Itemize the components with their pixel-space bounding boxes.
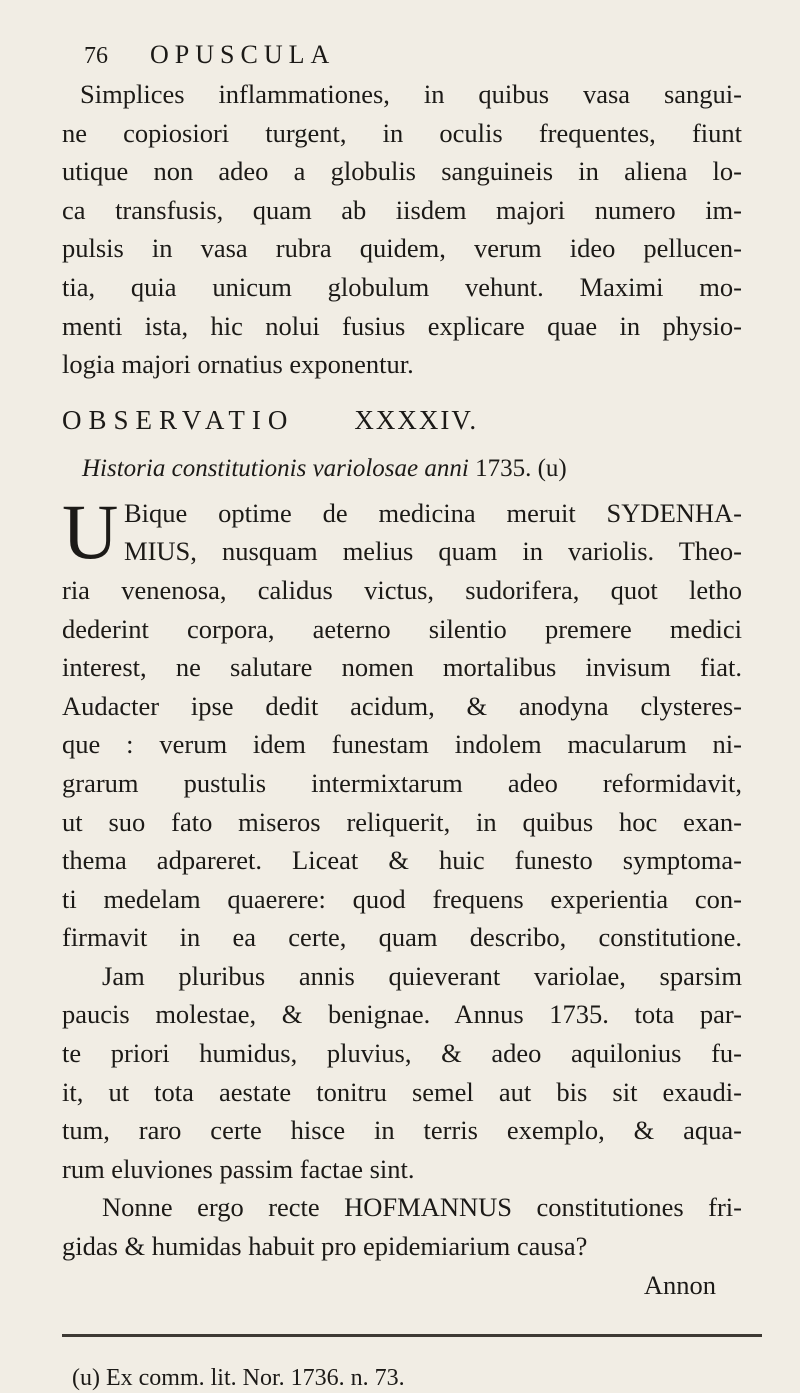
text-line: Simplices inflammationes, in quibus vasa sangui- [80,79,742,109]
text-line: que : verum idem funestam indolem macularum ni- [62,729,742,760]
text-line: logia majori ornatius exponentur. [62,349,414,380]
text-line: firmavit in ea certe, quam describo, constitutione. [62,922,742,953]
text-line: ria venenosa, calidus victus, sudorifera, quot letho [62,574,742,605]
text-line: grarum pustulis intermixtarum adeo reformidavit, [62,767,742,798]
text-line: Nonne ergo recte HOFMANNUS constitutiones fri- [102,1192,742,1223]
text-line: MIUS, nusquam melius quam in variolis. Theo- [124,536,742,567]
text-line: ne copiosiori turgent, in oculis frequentes, fiunt [62,117,742,148]
subtitle-year: 1735. (u) [475,454,567,482]
text-line: utique non adeo a globulis sanguineis in aliena lo- [62,156,742,187]
text-line: ca transfusis, quam ab iisdem majori numero im- [62,194,742,225]
text-line: ti medelam quaerere: quod frequens experientia con- [62,883,742,914]
text-line: interest, ne salutare nomen mortalibus invisum fiat. [62,652,742,683]
text-line: tia, quia unicum globulum vehunt. Maximi mo- [62,271,742,302]
observation-label: OBSERVATIO [62,404,295,435]
running-title: OPUSCULA [150,40,336,69]
drop-cap: U [62,487,119,575]
footnote: (u) Ex comm. lit. Nor. 1736. n. 73. [72,1365,405,1392]
subtitle-italic: Historia constitutionis variolosae anni [82,454,469,482]
observation-subtitle [62,450,742,488]
text-line: ut suo fato miseros reliquerit, in quibus hoc exan- [62,806,742,837]
page-header [84,36,742,75]
text-line: Bique optime de medicina meruit SYDENHA- [124,497,742,528]
page-number: 76 [84,43,108,69]
observation-number: XXXXIV. [354,404,479,435]
text-line: tum, raro certe hisce in terris exemplo, & aqua- [62,1115,742,1146]
text-line: Audacter ipse dedit acidum, & anodyna clysteres- [62,690,742,721]
dropcap-lines [62,487,742,575]
text-line: gidas & humidas habuit pro epidemiarium causa? [62,1231,588,1262]
text-line: menti ista, hic nolui fusius explicare quae in physio- [62,310,742,341]
main-paragraph [62,487,742,1189]
text-line: te priori humidus, pluvius, & adeo aquilonius fu- [62,1038,742,1069]
text-line: paucis molestae, & benignae. Annus 1735. tota par- [62,999,742,1030]
catchword: Annon [643,1269,716,1300]
observation-heading [62,400,742,440]
text-line: dederint corpora, aeterno silentio premere medici [62,613,742,644]
closing-paragraph [62,1188,742,1304]
text-line: Jam pluribus annis quieverant variolae, sparsim [102,960,742,991]
text-line: thema adpareret. Liceat & huic funesto symptoma- [62,845,742,876]
body-text [62,571,742,1189]
text-line: pulsis in vasa rubra quidem, verum ideo pellucen- [62,233,742,264]
intro-paragraph [62,75,742,384]
text-line: rum eluviones passim factae sint. [62,1153,415,1184]
text-line: it, ut tota aestate tonitru semel aut bis sit exaudi- [62,1076,742,1107]
